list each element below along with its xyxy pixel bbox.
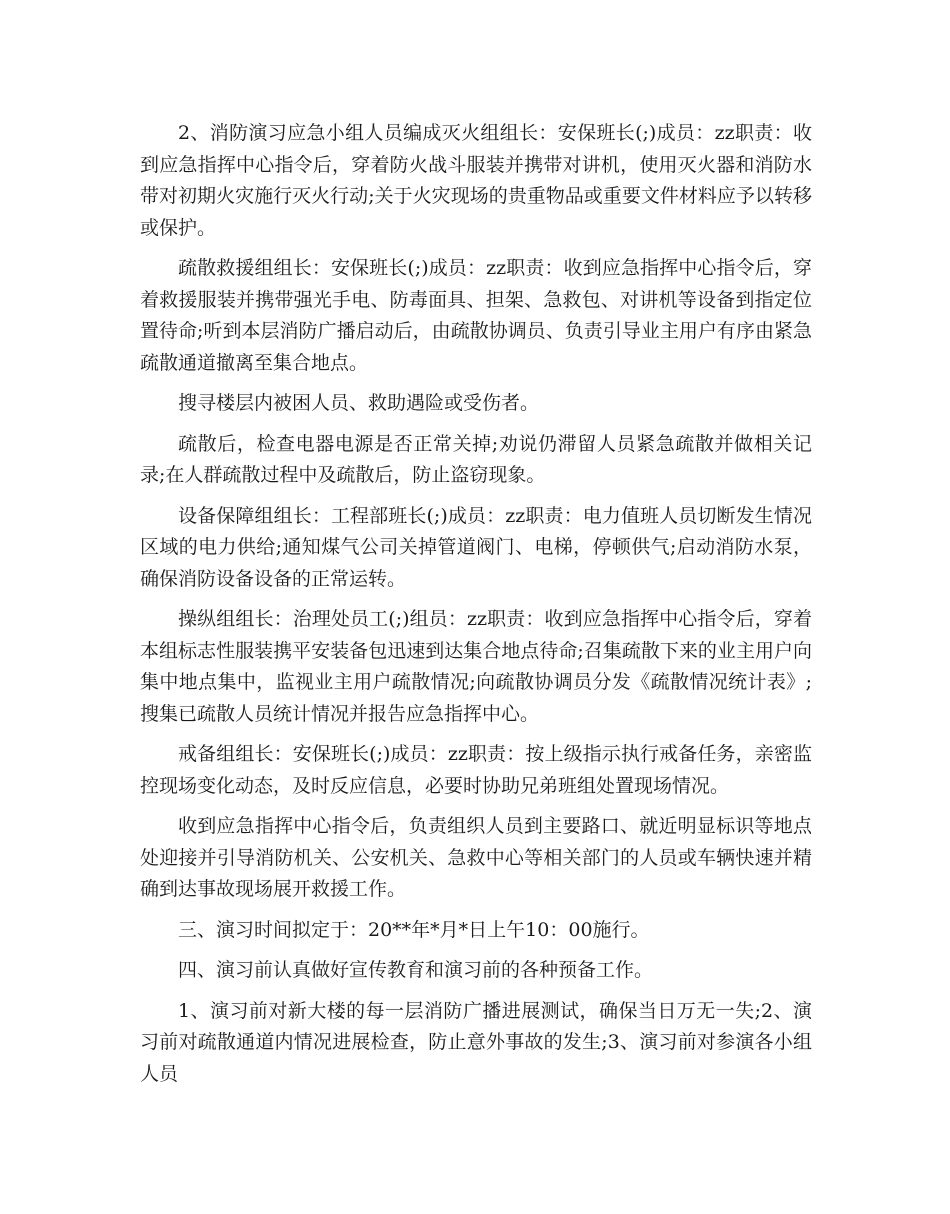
paragraph-control-team: 操纵组组长：治理处员工(;)组员：zz职责：收到应急指挥中心指令后，穿着本组标志性服装携平安装备包迅速到达集合地点待命;召集疏散下来的业主用户向集中地点集中，监视业主用户疏散情况;向疏散协调员分发《疏散情况统计表》;搜集已疏散人员统计情况并报告应急指挥中心。 bbox=[140, 608, 812, 725]
paragraph-guidance: 收到应急指挥中心指令后，负责组织人员到主要路口、就近明显标识等地点处迎接并引导消防机关、公安机关、急救中心等相关部门的人员或车辆快速并精确到达事故现场展开救援工作。 bbox=[140, 815, 812, 900]
document-body bbox=[140, 118, 812, 1099]
paragraph-drill-time: 三、演习时间拟定于：20**年*月*日上午10：00施行。 bbox=[178, 918, 650, 941]
paragraph-fire-team: 2、消防演习应急小组人员编成灭火组组长：安保班长(;)成员：zz职责：收到应急指挥中心指令后，穿着防火战斗服装并携带对讲机，使用灭火器和消防水带对初期火灾施行灭火行动;关于火灾现场的贵重物品或重要文件材料应予以转移或保护。 bbox=[140, 122, 812, 239]
paragraph-evacuation-team: 疏散救援组组长：安保班长(;)成员：zz职责：收到应急指挥中心指令后，穿着救援服装并携带强光手电、防毒面具、担架、急救包、对讲机等设备到指定位置待命;听到本层消防广播启动后，由疏散协调员、负责引导业主用户有序由紧急疏散通道撤离至集合地点。 bbox=[140, 257, 812, 374]
paragraph-guard-team: 戒备组组长：安保班长(;)成员：zz职责：按上级指示执行戒备任务，亲密监控现场变化动态，及时反应信息，必要时协助兄弟班组处置现场情况。 bbox=[140, 743, 812, 797]
paragraph-search-rescue: 搜寻楼层内被困人员、救助遇险或受伤者。 bbox=[178, 392, 540, 414]
paragraph-preparation-details: 1、演习前对新大楼的每一层消防广播进展测试，确保当日万无一失;2、演习前对疏散通道内情况进展检查，防止意外事故的发生;3、演习前对参演各小组人员 bbox=[140, 999, 812, 1085]
paragraph-after-evacuation: 疏散后，检查电器电源是否正常关掉;劝说仍滞留人员紧急疏散并做相关记录;在人群疏散过程中及疏散后，防止盗窃现象。 bbox=[140, 432, 812, 486]
paragraph-equipment-team: 设备保障组组长：工程部班长(;)成员：zz职责：电力值班人员切断发生情况区域的电力供给;通知煤气公司关掉管道阀门、电梯，停顿供气;启动消防水泵，确保消防设备设备的正常运转。 bbox=[140, 504, 812, 590]
paragraph-preparation: 四、演习前认真做好宣传教育和演习前的各种预备工作。 bbox=[178, 959, 654, 981]
